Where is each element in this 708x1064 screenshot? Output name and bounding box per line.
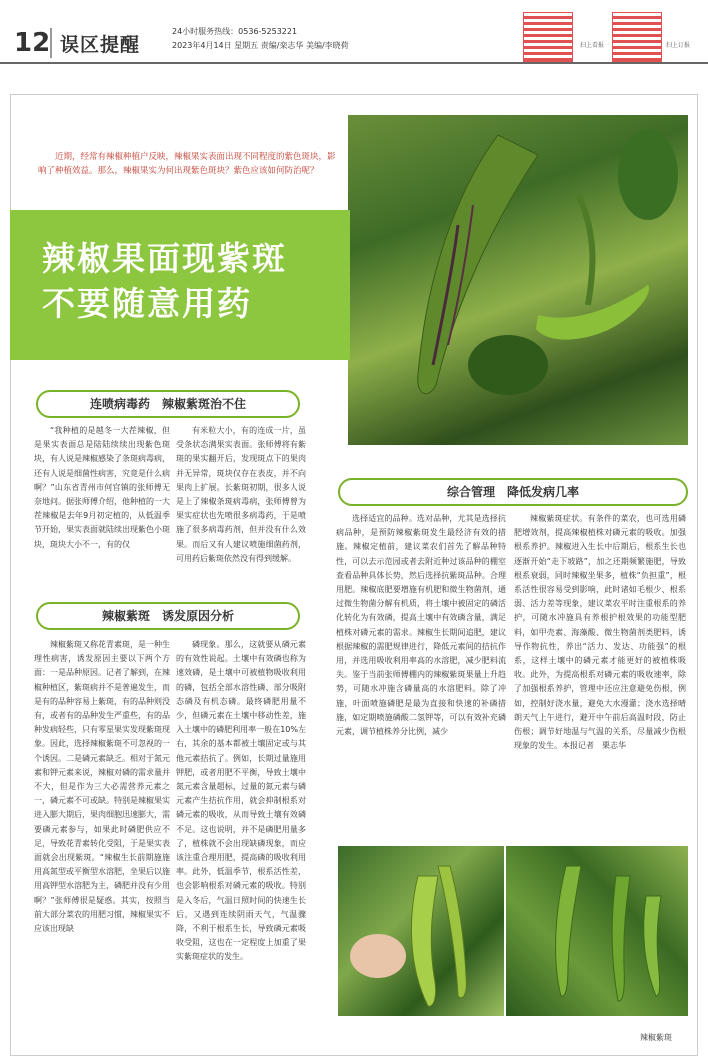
hotline: 24小时服务热线：0536-5253221: [172, 27, 298, 36]
subhead-3: 综合管理 降低发病几率: [338, 478, 688, 506]
headline-line1: 辣椒果面现紫斑: [42, 239, 287, 278]
subhead-2: 辣椒紫斑 诱发原因分析: [36, 602, 300, 630]
body-column-2b: 磷现象。那么，这就要从磷元素的有效性说起。土壤中有效磷也称为速效磷，是土壤中可被植物吸收利用的磷，包括全部水溶性磷、部分吸附态磷及有机态磷。最终磷肥用量不少，但磷元素在土壤中移动性差，施入土壤中的磷肥利用率一般在10%左右，其余的基本都被土壤固定或与其他元素拮抗了。例如，长期过量施用钾肥，或者用肥不平衡，导致土壤中氮元素含量超标，过量的氮元素与磷元素产生拮抗作用，就会抑制根系对磷元素的吸收，从而导致土壤有效磷不足。这也说明，并不是磷肥用量多了，植株就不会出现缺磷现象，而应该注重合理用肥，提高磷的吸收利用率。此外，低温季节，根系活性差，也会影响根系对磷元素的吸收。特别是入冬后，气温日照时间的快速生长后，又遇到连续阴雨天气，气温骤降，不利于根系生长，导致磷元素吸收受阻，这也在一定程度上加重了果实紫斑症状的发生。: [176, 640, 306, 962]
pepper-photo-plants: [506, 846, 688, 1016]
body-column-2a: 有米粒大小，有的连成一片，虽受条状态满果实表面。张师傅将有紫斑的果实翻开后，发现斑点下的果肉并无异常，斑块仅存在表皮，并不向果肉上扩展。长紫斑初期，很多人说是上了辣椒条斑病毒病，张师傅曾为果实症状也先喷很多病毒药，于是喷施了很多病毒药剂，但并没有什么效果。而后又有人建议喷施细菌药剂，可用药后紫斑依然没有得到缓解。: [176, 426, 306, 563]
body-column-3: 选择适宜的品种。选对品种，尤其是选择抗病品种，是预防辣椒紫斑发生最经济有效的措施。辣椒定植前，建议菜农们首先了解品种特性，可以去示范园或者去附近种过该品种的棚室查看品种具体长势，然后选择抗紫斑品种。合理用肥。辣椒底肥要增施有机肥和微生物菌剂，通过微生物菌分解有机质，将土壤中被固定的磷活化转化为有效磷，提高土壤中有效磷含量，满足植株对磷元素的需求。辣椒生长期间追肥，建议根据辣椒的需肥规律进行，降低元素间的拮抗作用，并选用吸收利用率高的水溶肥，减少肥料流失。鉴于当前张师傅棚内的辣椒紫斑果量上升趋势，可随水冲施含磷量高的水溶肥料。除了冲施，叶面喷施磷肥是最为直接和快速的补磷措施，如定期喷施磷酸二氢钾等，可以有效补充磷元素，调节植株养分比例，减少: [336, 514, 506, 737]
pepper-photo-main: [348, 115, 688, 445]
qr-code-subscribe[interactable]: [612, 12, 662, 62]
headline-line2: 不要随意用药: [42, 284, 252, 323]
pepper-photo-hand: [338, 846, 504, 1016]
body-column-4: 辣椒紫斑症状。有条件的菜农，也可选用磷肥增效剂，提高辣椒植株对磷元素的吸收。加强根系养护。辣椒进入生长中后期后，根系生长也逐渐开始“走下坡路”，加之还期频繁施肥，导致根系衰弱，同时辣椒坐果多，植株“负担重”，根系活性很容易受到影响，此时诸如毛根少、根系弱、活力差等现象，建议菜农平时注重根系的养护，可随水冲施具有养根护根效果的功能型肥料，如甲壳素、海藻酸、微生物菌剂类肥料，诱导作物抗性，养出“活力、发达、功能强”的根系，这样土壤中的磷元素才能更好的被植株吸收。此外，为提高根系对磷元素的吸收速率，除了加强根系养护，管理中还应注意避免伤根，例如，控制好浇水量，避免大水漫灌；浇水选择晴朗天气上午进行，避开中午前后高温时段，防止伤根；调节好地温与气温的关系，尽量减少伤根现象的发生。本报记者 栗志华: [514, 514, 686, 751]
page-number: 12: [14, 28, 51, 58]
dateline: 2023年4月14日 星期五 责编/栾志华 美编/李晓荷: [172, 41, 349, 50]
qr-code-read[interactable]: [523, 12, 573, 62]
intro-text: 近期，经常有辣椒种植户反映，辣椒果实表面出现不同程度的紫色斑块，影响了种植效益。那么，辣椒果实为何出现紫色斑块？紫色应该如何防治呢？: [38, 152, 336, 176]
photo-caption: 辣椒紫斑: [640, 1033, 672, 1042]
qr-label-subscribe: 扫上订报: [666, 42, 691, 49]
body-column-1a: “我种植的是越冬一大茬辣椒，但是果实表面总是陆陆续续出现紫色斑块，有人说是辣椒感染了条斑病毒病，还有人说是细菌性病害，究竟是什么病啊？”山东省青州市何官镇的张师傅无奈地问。据张师傅介绍，他种植的一大茬辣椒是去年9月初定植的，从低温季节开始，果实表面就陆续出现紫色小斑块，斑块大小不一，有的仅: [34, 426, 170, 549]
qr-label-read: 扫上看报: [580, 42, 605, 49]
body-column-1b: 辣椒紫斑又称花青素斑，是一种生理性病害，诱发原因主要以下两个方面：一是品种原因。记者了解到，在辣椒种植区，紫斑病并不是普遍发生，而是有的品种容易上紫斑，有的品种则没有，或者有的品种发生严重些，有的品种发病轻些，只有零星果实发现紫斑现象。因此，选择辣椒紫斑不可忽视的一个诱因。二是磷元素缺乏。相对于氮元素和钾元素来说，辣椒对磷的需求量并不大，但是作为三大必需营养元素之一，磷元素不可或缺。特别是辣椒果实进入膨大期后，果肉细胞迅速膨大，需要磷元素参与，如果此时磷肥供应不足，导致花青素转化受阻，于是果实表面就会出现紫斑。“辣椒生长前期施施用高氮型或平衡型水溶肥，坐果后以施用高钾型水溶肥为主，磷肥并没有少用啊？”张师傅很是疑惑。其实，按照当前大部分菜农的用肥习惯，辣椒果实不应该出现缺: [34, 640, 170, 934]
header-rule: [0, 62, 708, 64]
subhead-1: 连喷病毒药 辣椒紫斑治不住: [36, 390, 300, 418]
header-divider: [50, 28, 52, 58]
section-title: 误区提醒: [60, 34, 141, 56]
